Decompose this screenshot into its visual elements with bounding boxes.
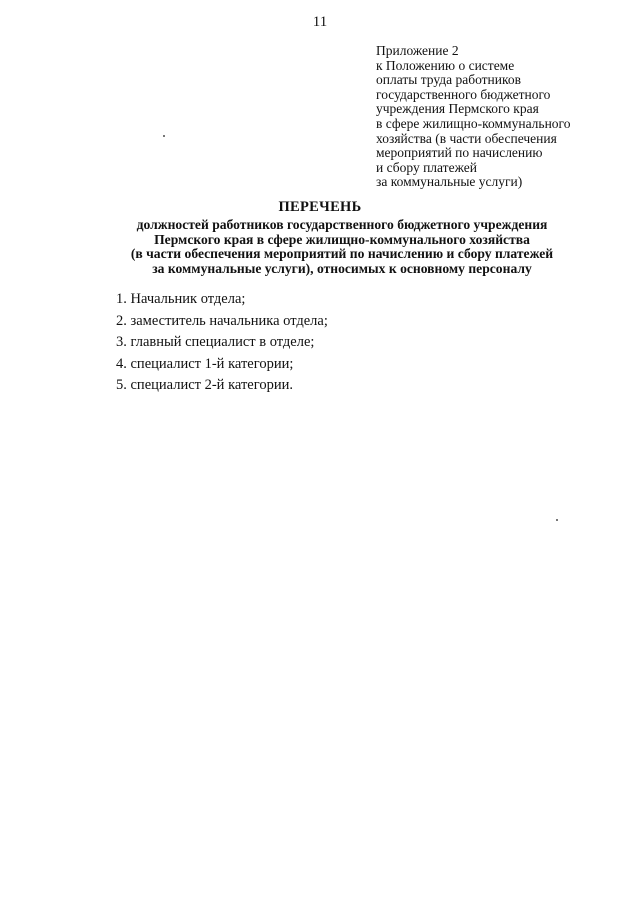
appendix-line: государственного бюджетного — [376, 86, 551, 102]
list-item: 4. специалист 1-й категории; — [116, 355, 294, 372]
appendix-line: в сфере жилищно-коммунального — [376, 115, 571, 131]
subtitle-line: (в части обеспечения мероприятий по начислению и сбору платежей — [130, 246, 554, 262]
positions-list — [116, 289, 328, 397]
list-item: 3. главный специалист в отделе; — [116, 334, 315, 350]
document-subtitle — [92, 218, 592, 276]
document-title: ПЕРЕЧЕНЬ — [278, 199, 362, 215]
appendix-line: и сбору платежей — [376, 159, 477, 175]
appendix-line: мероприятий по начислению — [376, 145, 543, 161]
appendix-line: учреждения Пермского края — [376, 101, 539, 117]
scan-speck — [163, 135, 165, 137]
scan-speck — [556, 519, 558, 521]
subtitle-line: должностей работников государственного бюджетного учреждения — [136, 217, 548, 232]
appendix-header — [376, 44, 626, 190]
subtitle-line: за коммунальные услуги), относимых к основному персоналу — [152, 260, 532, 276]
list-item: 5. специалист 2-й категории. — [116, 377, 293, 393]
appendix-line: Приложение 2 — [376, 43, 459, 58]
list-item: 2. заместитель начальника отдела; — [116, 312, 328, 329]
appendix-line: к Положению о системе — [376, 57, 515, 73]
subtitle-line: Пермского края в сфере жилищно-коммунального хозяйства — [154, 231, 530, 247]
appendix-line: за коммунальные услуги) — [376, 174, 523, 190]
page-number: 11 — [312, 14, 328, 30]
appendix-line: хозяйства (в части обеспечения — [376, 130, 557, 146]
list-item: 1. Начальник отдела; — [116, 291, 246, 307]
appendix-line: оплаты труда работников — [376, 72, 521, 88]
